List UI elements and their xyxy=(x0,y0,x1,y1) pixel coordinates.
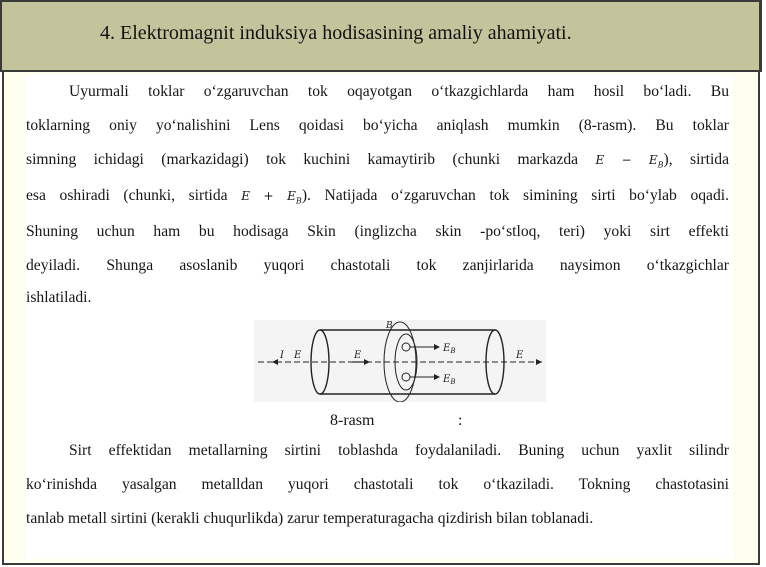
label-magnetic: B xyxy=(386,321,393,331)
paragraph-1-line-7: ishlatiladi. xyxy=(26,289,92,306)
label-current: I xyxy=(280,350,284,361)
skin-effect-figure xyxy=(254,320,546,402)
paragraph-1-line-2: toklarning oniy yo‘nalishini Lens qoidasi bo‘yicha aniqlash mumkin (8-rasm). Bu toklar xyxy=(26,117,729,134)
paragraph-2-line-3: tanlab metall sirtini (kerakli chuqurlikda) zarur temperaturagacha qizdirish bilan toblanadi. xyxy=(26,510,594,527)
paragraph-2-line-1: Sirt effektidan metallarning sirtini toblashda foydalaniladi. Buning uchun yaxlit silindr xyxy=(69,442,729,459)
paragraph-1-line-3 xyxy=(26,151,729,169)
label-eddy-top: $E_B$ xyxy=(443,343,456,355)
paragraph-1-line-5: Shuning uchun ham bu hodisaga Skin (inglizcha skin -po‘stloq, teri) yoki sirt effekti xyxy=(26,223,729,240)
paragraph-1-line-6: deyiladi. Shunga asoslanib yuqori chastotali tok zanjirlarida naysimon o‘tkazgichlar xyxy=(26,257,729,274)
label-eddy-bottom: $E_B$ xyxy=(443,374,456,386)
formula-e-minus-eb: $E - E_B$ xyxy=(595,153,664,170)
figure-caption-colon: : xyxy=(458,412,463,429)
slide-title-bar xyxy=(0,0,762,72)
label-field-mid: E xyxy=(354,350,362,361)
paragraph-2-line-2: ko‘rinishda yasalgan metalldan yuqori chastotali tok o‘tkaziladi. Tokning chastotasini xyxy=(26,476,729,493)
paragraph-1-line-1: Uyurmali toklar o‘zgaruvchan tok oqayotgan o‘tkazgichlarda ham hosil bo‘ladi. Bu xyxy=(69,83,729,100)
paragraph-1-line-3-text: simning ichidagi (markazidagi) tok kuchini kamaytirib (chunki markazda xyxy=(26,151,579,168)
figure-background xyxy=(254,320,546,402)
formula-e-plus-eb: $E + E_B$ xyxy=(241,189,302,206)
paragraph-1-line-4-text: esa oshiradi (chunki, sirtida xyxy=(26,187,228,204)
slide-body xyxy=(2,72,760,565)
document-page xyxy=(26,75,734,559)
label-field-left: E xyxy=(294,350,302,361)
paragraph-1-line-3-end: ), sirtida xyxy=(663,151,729,168)
paragraph-1-line-4 xyxy=(26,187,729,205)
paragraph-1-line-4-end: ). Natijada o‘zgaruvchan tok simining sirti bo‘ylab oqadi. xyxy=(301,187,730,204)
figure-caption: 8-rasm xyxy=(330,412,375,429)
slide-title: 4. Elektromagnit induksiya hodisasining amaliy ahamiyati. xyxy=(100,22,572,44)
label-field-right: E xyxy=(516,350,524,361)
